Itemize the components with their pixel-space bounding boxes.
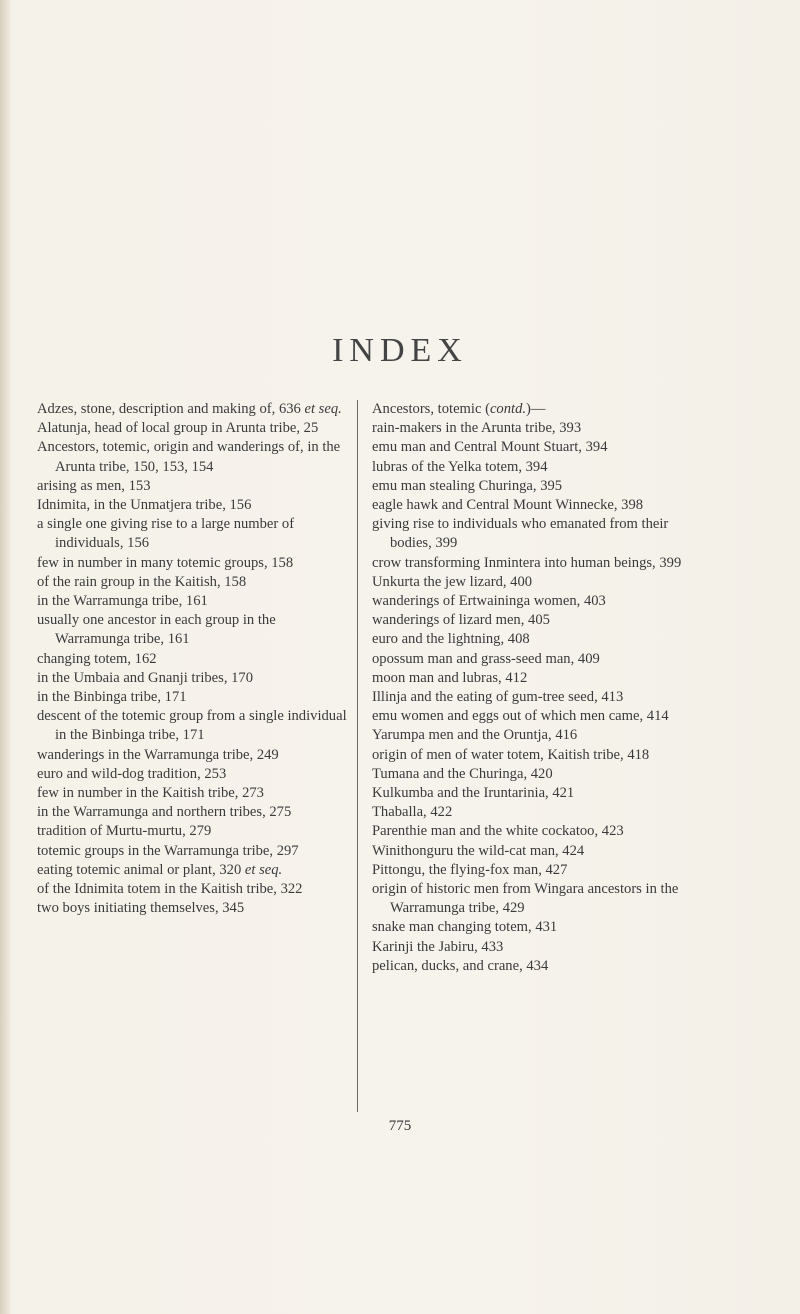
index-heading-continued — [372, 400, 702, 419]
index-entry: origin of men of water totem, Kaitish tribe, 418 — [372, 746, 650, 763]
index-entry: origin of historic men from Wingara ancestors in the Warramunga tribe, 429 — [372, 881, 679, 917]
index-entry: Kulkumba and the Iruntarinia, 421 — [372, 785, 575, 802]
index-entry: Unkurta the jew lizard, 400 — [372, 573, 533, 590]
entry-text: usually one ancestor in each group in the Warramunga tribe, 161 — [37, 612, 276, 648]
index-entry — [37, 515, 347, 553]
index-entry: eagle hawk and Central Mount Winnecke, 398 — [372, 497, 644, 514]
entry-text: eating totemic animal or plant, 320 — [37, 861, 245, 878]
index-entry — [37, 419, 347, 438]
page-gutter-shadow — [0, 0, 10, 1314]
index-entry — [37, 842, 347, 861]
index-entry — [37, 899, 347, 918]
index-entry — [37, 669, 347, 688]
index-entry: crow transforming Inmintera into human beings, 399 — [372, 554, 682, 571]
index-entry: euro and the lightning, 408 — [372, 631, 530, 648]
entry-text: Alatunja, head of local group in Arunta tribe, 25 — [37, 420, 319, 437]
index-entry: snake man changing totem, 431 — [372, 919, 558, 936]
page-number: 775 — [388, 1118, 412, 1134]
index-entry — [37, 592, 347, 611]
entry-text: Adzes, stone, description and making of, 636 — [37, 401, 305, 417]
entry-text: euro and wild-dog tradition, 253 — [37, 765, 227, 782]
heading-after: )— — [526, 401, 546, 417]
index-entry: lubras of the Yelka totem, 394 — [372, 458, 548, 475]
index-entry — [37, 707, 347, 745]
index-entry: pelican, ducks, and crane, 434 — [372, 957, 549, 974]
heading-italic: contd. — [489, 401, 527, 417]
index-entry: Pittongu, the flying-fox man, 427 — [372, 861, 568, 878]
entry-italic: et seq. — [244, 861, 283, 878]
index-entry — [37, 650, 347, 669]
entry-text: tradition of Murtu-murtu, 279 — [37, 823, 212, 840]
index-entry — [37, 400, 347, 419]
index-entry — [37, 438, 347, 476]
entry-text: few in number in the Kaitish tribe, 273 — [37, 785, 264, 802]
entry-text: Idnimita, in the Unmatjera tribe, 156 — [37, 497, 252, 514]
index-entry — [37, 765, 347, 784]
index-entry — [37, 573, 347, 592]
index-entry — [37, 477, 347, 496]
index-entry — [37, 746, 347, 765]
index-entry — [37, 611, 347, 649]
entry-text: two boys initiating themselves, 345 — [37, 900, 245, 917]
index-column-right — [372, 400, 702, 976]
index-entry: Tumana and the Churinga, 420 — [372, 765, 553, 782]
index-entry: rain-makers in the Arunta tribe, 393 — [372, 420, 582, 437]
index-entry: Winithonguru the wild-cat man, 424 — [372, 842, 585, 859]
entry-text: a single one giving rise to a large number of individuals, 156 — [37, 516, 295, 552]
index-entry: emu women and eggs out of which men came, 414 — [372, 708, 669, 725]
index-column-left — [37, 400, 347, 918]
right-entries — [372, 419, 702, 976]
index-entry: Parenthie man and the white cockatoo, 423 — [372, 823, 624, 840]
index-entry: emu man stealing Churinga, 395 — [372, 477, 563, 494]
index-entry — [37, 688, 347, 707]
index-entry: opossum man and grass-seed man, 409 — [372, 650, 600, 667]
entry-text: in the Binbinga tribe, 171 — [37, 689, 187, 706]
column-divider — [357, 400, 358, 1112]
index-entry: Karinji the Jabiru, 433 — [372, 938, 504, 955]
index-entry — [37, 861, 347, 880]
index-entry — [37, 554, 347, 573]
index-entry: Yarumpa men and the Oruntja, 416 — [372, 727, 578, 744]
index-entry — [37, 880, 347, 899]
entry-italic: et seq. — [304, 401, 342, 417]
index-entry — [37, 822, 347, 841]
index-entry: wanderings of Ertwaininga women, 403 — [372, 593, 606, 610]
entry-text: totemic groups in the Warramunga tribe, 297 — [37, 842, 299, 859]
entry-text: Ancestors, totemic, origin and wanderings of, in the Arunta tribe, 150, 153, 154 — [37, 439, 341, 475]
entry-text: descent of the totemic group from a single individual in the Binbinga tribe, 171 — [37, 708, 347, 744]
entry-text: changing totem, 162 — [37, 650, 157, 667]
entry-text: arising as men, 153 — [37, 477, 151, 494]
entry-text: few in number in many totemic groups, 158 — [37, 554, 294, 571]
index-entry: Illinja and the eating of gum-tree seed, 413 — [372, 689, 624, 706]
index-entry — [37, 803, 347, 822]
entry-text: wanderings in the Warramunga tribe, 249 — [37, 746, 279, 763]
entry-text: of the Idnimita totem in the Kaitish tribe, 322 — [37, 881, 303, 898]
index-entry: wanderings of lizard men, 405 — [372, 612, 550, 629]
entry-text: in the Warramunga tribe, 161 — [37, 593, 208, 610]
page-title: INDEX — [332, 332, 468, 369]
index-entry: giving rise to individuals who emanated from their bodies, 399 — [372, 516, 669, 552]
index-entry: Thaballa, 422 — [372, 804, 453, 821]
index-entry: emu man and Central Mount Stuart, 394 — [372, 439, 608, 456]
entry-text: of the rain group in the Kaitish, 158 — [37, 573, 247, 590]
entry-text: in the Umbaia and Gnanji tribes, 170 — [37, 669, 254, 686]
heading-text: Ancestors, totemic ( — [372, 401, 490, 417]
index-entry — [37, 496, 347, 515]
index-entry: moon man and lubras, 412 — [372, 669, 528, 686]
index-entry — [37, 784, 347, 803]
entry-text: in the Warramunga and northern tribes, 275 — [37, 804, 292, 821]
